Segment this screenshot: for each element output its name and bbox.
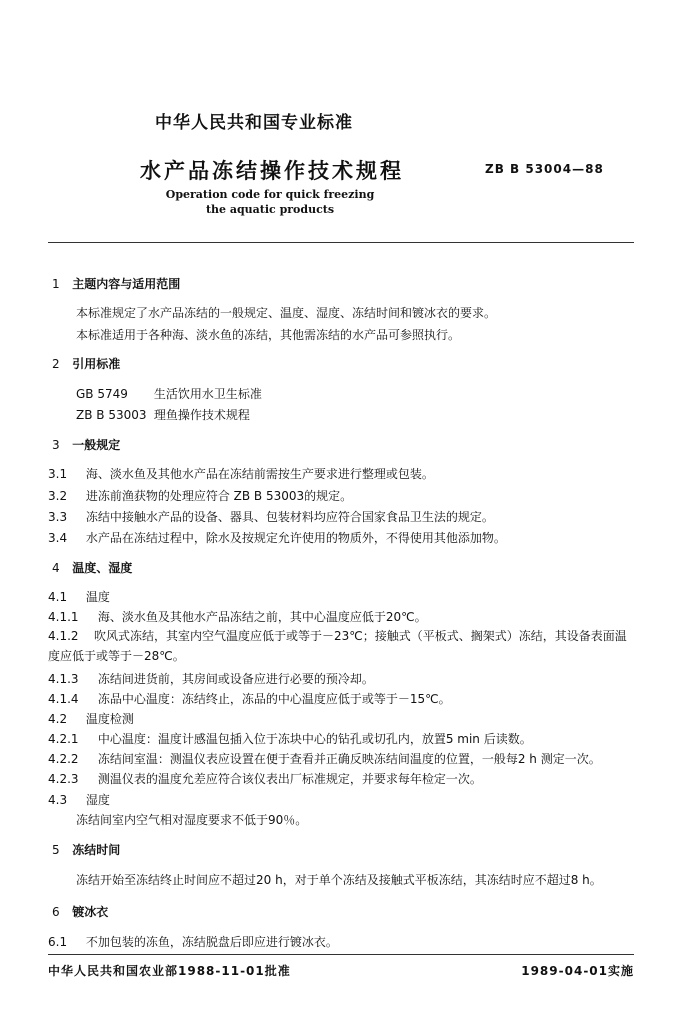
section-title: 镀冰衣	[72, 905, 109, 919]
clause-text: 冻结间室温：测温仪表应设置在便于查看并正确反映冻结间温度的位置，一般每2 h 测定一次。	[97, 752, 601, 766]
footer-divider	[48, 954, 634, 955]
subsection-title: 湿度	[85, 793, 110, 807]
section-title: 温度、湿度	[72, 561, 133, 575]
standard-number: ZB B 53004—88	[485, 162, 604, 176]
reference-code: ZB B 53003	[76, 408, 147, 422]
clause-4-1-3	[48, 670, 374, 687]
english-title-line-2: the aquatic products	[205, 203, 335, 216]
approval-date: 中华人民共和国农业部1988-11-01批准	[48, 964, 291, 978]
clause-text: 测温仪表的温度允差应符合该仪表出厂标准规定，并要求每年检定一次。	[97, 772, 482, 786]
reference-item	[76, 406, 250, 423]
clause-text: 吹风式冻结，其室内空气温度应低于或等于－23℃；接触式（平板式、搁架式）冻结，其设备表面温度应低于或等于－28℃。	[48, 629, 627, 663]
section-title: 引用标准	[72, 357, 121, 371]
header-divider	[48, 242, 634, 243]
clause-text: 不加包装的冻鱼，冻结脱盘后即应进行镀冰衣。	[85, 935, 338, 949]
clause-number: 4.1.1	[48, 610, 79, 624]
clause-text: 水产品在冻结过程中，除水及按规定允许使用的物质外，不得使用其他添加物。	[85, 531, 506, 545]
clause-number: 3.4	[48, 531, 68, 545]
clause-4-1-4	[48, 690, 451, 707]
clause-3-2	[48, 487, 352, 504]
section-2-heading	[52, 355, 120, 372]
clause-4-2-1	[48, 730, 532, 747]
clause-number: 3.3	[48, 510, 68, 524]
section-number: 5	[52, 843, 60, 857]
subsection-4-1	[48, 588, 110, 605]
section-number: 4	[52, 561, 60, 575]
reference-item	[76, 385, 262, 402]
clause-4-1-2	[48, 626, 634, 666]
clause-number: 4.2.1	[48, 732, 79, 746]
clause-3-4	[48, 529, 506, 546]
section-5-paragraph: 冻结开始至冻结终止时间应不超过20 h，对于单个冻结及接触式平板冻结，其冻结时应不超过8 h。	[76, 873, 602, 887]
section-title: 冻结时间	[72, 843, 121, 857]
section-3-heading	[52, 436, 120, 453]
clause-4-2-3	[48, 770, 482, 787]
clause-4-1-1	[48, 608, 427, 625]
clause-text: 海、淡水鱼及其他水产品冻结之前，其中心温度应低于20℃。	[97, 610, 427, 624]
section-number: 6	[52, 905, 60, 919]
clause-text: 中心温度：温度计感温包插入位于冻块中心的钻孔或切孔内，放置5 min 后读数。	[97, 732, 532, 746]
effective-date: 1989-04-01实施	[521, 964, 634, 978]
clause-number: 4.2	[48, 712, 68, 726]
clause-number: 4.2.2	[48, 752, 79, 766]
clause-text: 冻结间进货前，其房间或设备应进行必要的预冷却。	[97, 672, 374, 686]
reference-code: GB 5749	[76, 387, 128, 401]
reference-name: 理鱼操作技术规程	[153, 408, 250, 422]
section-1-paragraph-1: 本标准规定了水产品冻结的一般规定、温度、湿度、冻结时间和镀冰衣的要求。	[76, 306, 497, 320]
clause-number: 4.1.4	[48, 692, 79, 706]
clause-number: 3.1	[48, 467, 68, 481]
clause-3-3	[48, 508, 494, 525]
issuing-authority: 中华人民共和国专业标准	[155, 113, 353, 133]
clause-number: 4.1	[48, 590, 68, 604]
section-title: 一般规定	[72, 438, 121, 452]
clause-text: 冻结中接触水产品的设备、器具、包装材料均应符合国家食品卫生法的规定。	[85, 510, 494, 524]
section-number: 1	[52, 277, 60, 291]
section-title: 主题内容与适用范围	[72, 277, 181, 291]
subsection-4-2	[48, 710, 134, 727]
clause-number: 4.1.3	[48, 672, 79, 686]
subsection-title: 温度	[85, 590, 110, 604]
subsection-title: 温度检测	[85, 712, 134, 726]
section-1-paragraph-2: 本标准适用于各种海、淡水鱼的冻结，其他需冻结的水产品可参照执行。	[76, 328, 461, 342]
section-6-heading	[52, 903, 108, 920]
section-5-heading	[52, 841, 120, 858]
clause-number: 4.1.2	[48, 629, 79, 643]
clause-number: 4.2.3	[48, 772, 79, 786]
clause-text: 海、淡水鱼及其他水产品在冻结前需按生产要求进行整理或包装。	[85, 467, 434, 481]
clause-text: 冻品中心温度：冻结终止，冻品的中心温度应低于或等于－15℃。	[97, 692, 451, 706]
section-number: 2	[52, 357, 60, 371]
section-number: 3	[52, 438, 60, 452]
clause-number: 6.1	[48, 935, 68, 949]
clause-number: 3.2	[48, 489, 68, 503]
english-title-line-1: Operation code for quick freezing	[165, 188, 375, 201]
section-1-heading	[52, 275, 180, 292]
clause-6-1	[48, 933, 338, 950]
clause-3-1	[48, 465, 434, 482]
subsection-4-3	[48, 791, 110, 808]
reference-name: 生活饮用水卫生标准	[153, 387, 262, 401]
document-title: 水产品冻结操作技术规程	[140, 159, 404, 183]
section-4-3-paragraph: 冻结间室内空气相对湿度要求不低于90％。	[76, 813, 308, 827]
clause-4-2-2	[48, 750, 601, 767]
clause-text: 进冻前渔获物的处理应符合 ZB B 53003的规定。	[85, 489, 353, 503]
section-4-heading	[52, 559, 132, 576]
clause-number: 4.3	[48, 793, 68, 807]
